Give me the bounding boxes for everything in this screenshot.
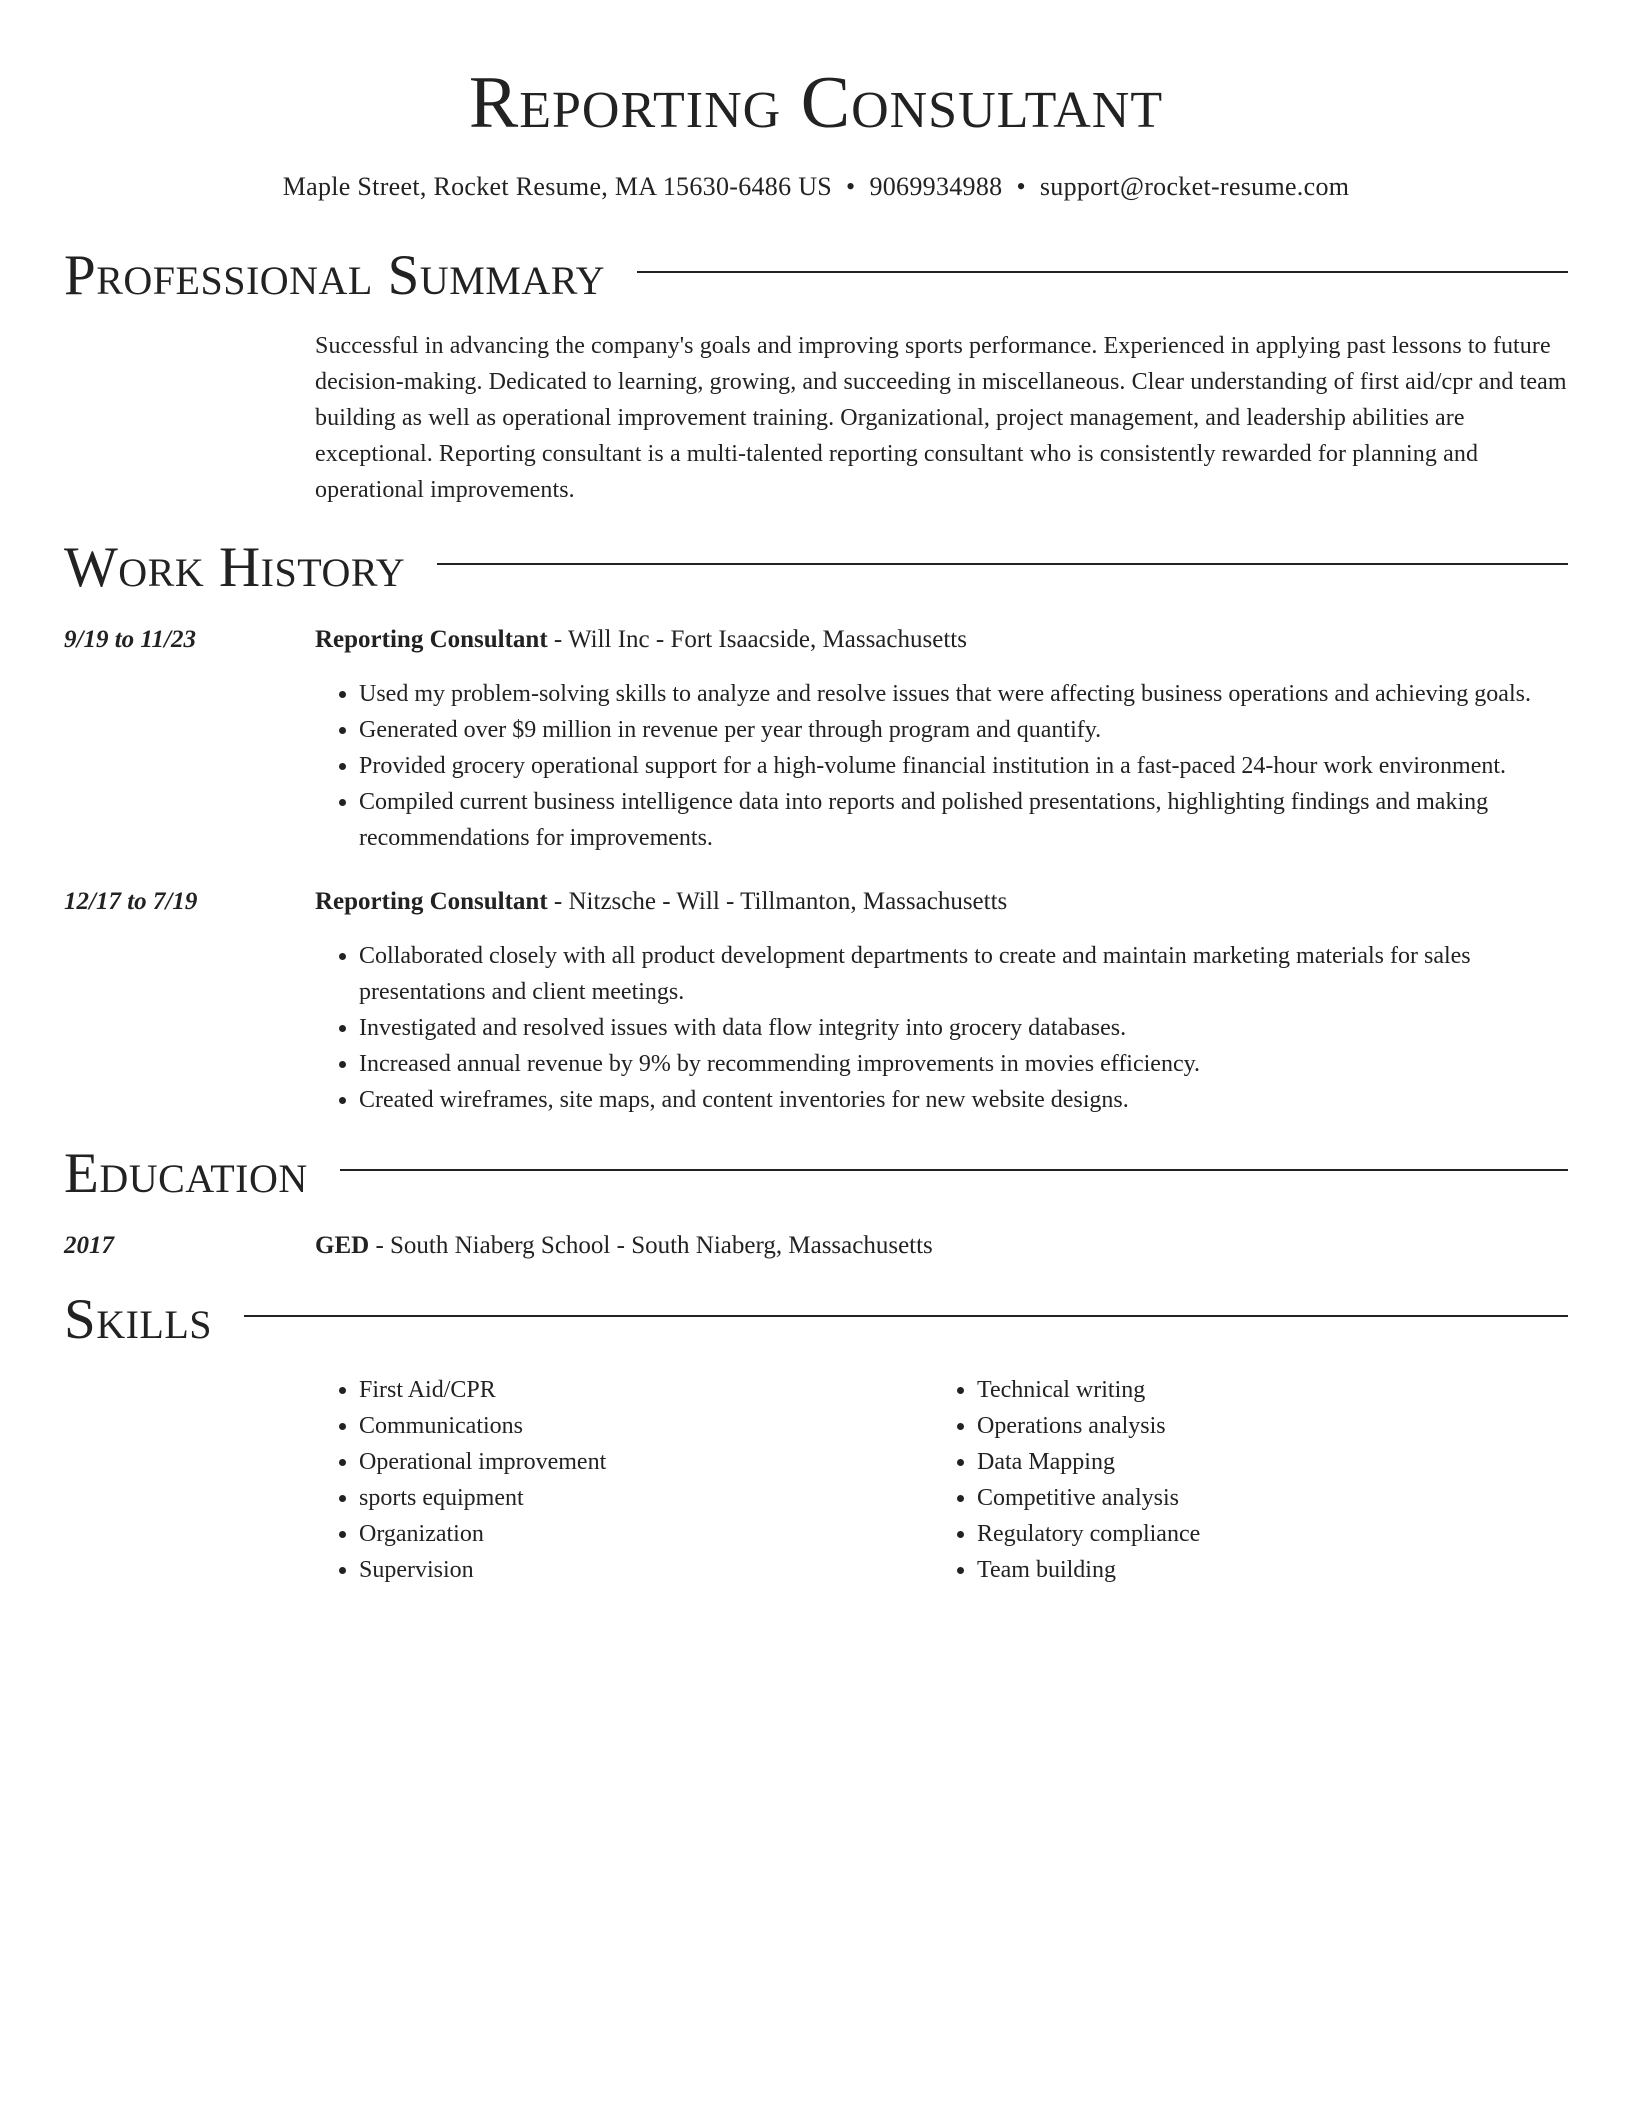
section-divider bbox=[637, 271, 1568, 273]
section-divider bbox=[437, 563, 1568, 565]
candidate-name: Reporting Consultant bbox=[468, 62, 1164, 144]
contact-separator: • bbox=[1016, 172, 1026, 201]
job-bullet: • Generated over $9 million in revenue per year through program and quantify. bbox=[359, 712, 1568, 748]
summary-section-header bbox=[64, 244, 1568, 308]
contact-line bbox=[64, 170, 1568, 204]
skill-item: • Operations analysis bbox=[977, 1408, 1551, 1444]
education-details: - South Niaberg School - South Niaberg, Massachusetts bbox=[369, 1232, 933, 1259]
skill-item: • Team building bbox=[977, 1552, 1551, 1588]
skill-item: • sports equipment bbox=[359, 1480, 933, 1516]
job-entry bbox=[64, 622, 1568, 856]
education-degree: GED bbox=[315, 1232, 370, 1259]
job-dates: 12/17 to 7/19 bbox=[64, 888, 198, 915]
job-bullet: • Used my problem-solving skills to analyze and resolve issues that were affecting business operations and achieving goals. bbox=[359, 676, 1568, 712]
job-bullet: • Increased annual revenue by 9% by recommending improvements in movies efficiency. bbox=[359, 1046, 1568, 1082]
skills-column-right bbox=[933, 1372, 1551, 1588]
education-section-title: Education bbox=[64, 1142, 308, 1205]
education-line bbox=[315, 1228, 1568, 1264]
skill-item: • Supervision bbox=[359, 1552, 933, 1588]
job-entry bbox=[64, 884, 1568, 1118]
education-section-header bbox=[64, 1142, 1568, 1206]
summary-section-title: Professional Summary bbox=[64, 244, 606, 307]
work-section-header bbox=[64, 536, 1568, 600]
contact-separator: • bbox=[846, 172, 856, 201]
job-details: - Will Inc - Fort Isaacside, Massachusetts bbox=[547, 626, 967, 653]
section-divider bbox=[244, 1315, 1568, 1317]
skill-item: • First Aid/CPR bbox=[359, 1372, 933, 1408]
resume-page bbox=[64, 0, 1568, 1588]
contact-email: support@rocket-resume.com bbox=[1039, 172, 1350, 201]
job-bullet: • Created wireframes, site maps, and content inventories for new website designs. bbox=[359, 1082, 1568, 1118]
job-title-line bbox=[315, 622, 1568, 658]
job-role: Reporting Consultant bbox=[315, 888, 548, 915]
job-bullet: • Investigated and resolved issues with data flow integrity into grocery databases. bbox=[359, 1010, 1568, 1046]
job-bullets bbox=[315, 676, 1568, 856]
summary-text: Successful in advancing the company's goals and improving sports performance. Experienced in applying past lessons to future decision-making. Dedicated to learning, growing, and succeeding in miscellaneous. Clear understanding of first aid/cpr and team building as well as operational improvement training. Organizational, project management, and leadership abilities are exceptional. Reporting consultant is a multi-talented reporting consultant who is consistently rewarded for planning and operational improvements. bbox=[315, 333, 1567, 503]
education-body bbox=[315, 1228, 1568, 1264]
job-bullet: • Compiled current business intelligence data into reports and polished presentations, highlighting findings and making recommendations for improvements. bbox=[359, 784, 1568, 856]
skills-section-title: Skills bbox=[64, 1288, 213, 1351]
skill-item: • Data Mapping bbox=[977, 1444, 1551, 1480]
skill-item: • Competitive analysis bbox=[977, 1480, 1551, 1516]
section-divider bbox=[340, 1169, 1568, 1171]
skill-item: • Regulatory compliance bbox=[977, 1516, 1551, 1552]
resume-header bbox=[64, 0, 1568, 204]
contact-phone: 9069934988 bbox=[869, 172, 1003, 201]
job-bullets bbox=[315, 938, 1568, 1118]
job-body bbox=[315, 622, 1568, 856]
education-year: 2017 bbox=[64, 1232, 114, 1259]
job-dates: 9/19 to 11/23 bbox=[64, 626, 196, 653]
job-bullet: • Collaborated closely with all product development departments to create and maintain marketing materials for sales presentations and client meetings. bbox=[359, 938, 1568, 1010]
job-body bbox=[315, 884, 1568, 1118]
skills-grid bbox=[315, 1372, 1568, 1588]
job-role: Reporting Consultant bbox=[315, 626, 548, 653]
skill-item: • Organization bbox=[359, 1516, 933, 1552]
job-title-line bbox=[315, 884, 1568, 920]
work-section-title: Work History bbox=[64, 536, 406, 599]
skill-item: • Communications bbox=[359, 1408, 933, 1444]
contact-address: Maple Street, Rocket Resume, MA 15630-6486 US bbox=[282, 172, 833, 201]
skills-section-header bbox=[64, 1288, 1568, 1352]
skill-item: • Operational improvement bbox=[359, 1444, 933, 1480]
skill-item: • Technical writing bbox=[977, 1372, 1551, 1408]
job-details: - Nitzsche - Will - Tillmanton, Massachusetts bbox=[547, 888, 1008, 915]
job-bullet: • Provided grocery operational support for a high-volume financial institution in a fast-paced 24-hour work environment. bbox=[359, 748, 1568, 784]
skills-column-left bbox=[315, 1372, 933, 1588]
education-entry bbox=[64, 1228, 1568, 1264]
